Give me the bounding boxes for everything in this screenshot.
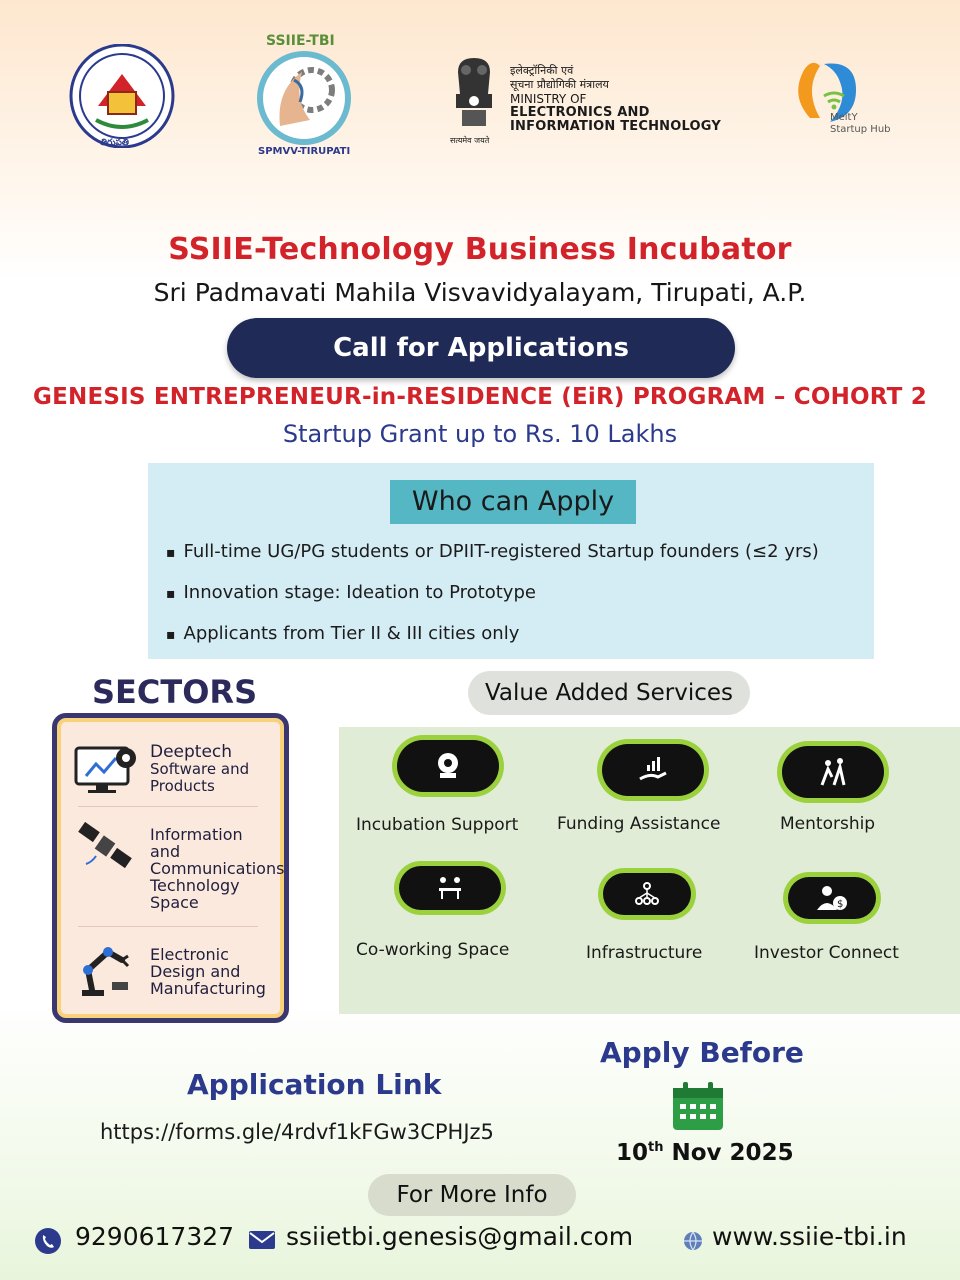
sector-line: and bbox=[150, 842, 181, 861]
sector-line: Information bbox=[150, 825, 243, 844]
apply-before-title: Apply Before bbox=[600, 1036, 804, 1069]
sector-divider bbox=[78, 806, 258, 807]
service-label: Co-working Space bbox=[356, 940, 510, 960]
service-label: Infrastructure bbox=[586, 943, 703, 963]
grant-amount: Startup Grant up to Rs. 10 Lakhs bbox=[282, 420, 678, 448]
emblem-motto: सत्यमेव जयते bbox=[450, 136, 490, 145]
service-label: Investor Connect bbox=[754, 943, 899, 963]
website-link[interactable]: www.ssiie-tbi.in bbox=[712, 1222, 907, 1251]
service-label: Mentorship bbox=[780, 814, 876, 834]
services-title: Value Added Services bbox=[468, 671, 750, 715]
coworking-icon bbox=[399, 866, 501, 910]
infrastructure-icon bbox=[603, 873, 691, 915]
eligibility-item: ▪ Full-time UG/PG students or DPIIT-registered Startup founders (≤2 yrs) bbox=[166, 540, 866, 581]
university-seal-caption: తిరుపతి bbox=[100, 138, 129, 148]
email-icon bbox=[247, 1228, 277, 1252]
ministry-text-block bbox=[510, 64, 721, 134]
robot-arm-icon bbox=[74, 940, 134, 1000]
sector-deeptech bbox=[60, 740, 290, 800]
tbi-logo-name: SSIIE-TBI bbox=[266, 33, 335, 49]
tbi-logo bbox=[254, 50, 354, 146]
ministry-en-line-1: MINISTRY OF bbox=[510, 92, 587, 106]
meity-logo-line-2: Startup Hub bbox=[830, 124, 891, 135]
ministry-en-line-3: INFORMATION TECHNOLOGY bbox=[510, 119, 721, 134]
mentorship-icon bbox=[782, 746, 884, 798]
sector-ict bbox=[60, 822, 290, 918]
sector-line: Technology bbox=[150, 876, 240, 895]
service-label: Funding Assistance bbox=[557, 814, 721, 834]
satellite-icon bbox=[76, 822, 134, 870]
deadline-day: 10 bbox=[616, 1140, 649, 1166]
tbi-logo-location: SPMVV-TIRUPATI bbox=[258, 146, 351, 157]
sector-line: Manufacturing bbox=[150, 979, 266, 998]
sectors-title: SECTORS bbox=[92, 673, 258, 711]
svg-text:$: $ bbox=[837, 899, 844, 910]
monitor-gear-icon bbox=[74, 744, 140, 796]
funding-icon bbox=[602, 744, 704, 796]
sector-line: Electronic bbox=[150, 945, 229, 964]
investor-icon bbox=[788, 877, 876, 919]
sector-line: Products bbox=[150, 777, 215, 795]
application-link-title: Application Link bbox=[187, 1068, 442, 1101]
national-emblem-logo bbox=[448, 54, 500, 134]
sector-line: Deeptech bbox=[150, 742, 233, 762]
phone-link[interactable]: 9290617327 bbox=[75, 1222, 235, 1251]
eligibility-item: ▪ Innovation stage: Ideation to Prototype bbox=[166, 581, 866, 622]
application-link[interactable]: https://forms.gle/4rdvf1kFGw3CPHJz5 bbox=[100, 1120, 494, 1144]
incubator-icon bbox=[397, 740, 499, 792]
service-label: Incubation Support bbox=[356, 815, 519, 835]
call-for-applications-banner: Call for Applications bbox=[227, 318, 735, 378]
sector-line: Space bbox=[150, 893, 199, 912]
deadline-date bbox=[616, 1140, 794, 1166]
eligibility-list bbox=[166, 540, 866, 663]
calendar-icon bbox=[671, 1080, 725, 1132]
deadline-rest: Nov 2025 bbox=[663, 1140, 794, 1166]
sector-line: Design and bbox=[150, 962, 241, 981]
program-title: GENESIS ENTREPRENEUR-in-RESIDENCE (EiR) PROGRAM – COHORT 2 bbox=[33, 384, 927, 410]
sector-divider bbox=[78, 926, 258, 927]
email-link[interactable]: ssiietbi.genesis@gmail.com bbox=[286, 1222, 634, 1251]
sector-line: Software and bbox=[150, 760, 250, 778]
phone-icon bbox=[34, 1227, 62, 1255]
ministry-en-line-2: ELECTRONICS AND bbox=[510, 105, 650, 120]
eligibility-title: Who can Apply bbox=[390, 480, 636, 524]
eligibility-item: ▪ Applicants from Tier II & III cities only bbox=[166, 622, 866, 663]
ministry-hindi-line-1: इलेक्ट्रॉनिकी एवं bbox=[510, 64, 574, 77]
sector-line: Communications bbox=[150, 859, 285, 878]
university-seal-logo bbox=[68, 44, 176, 148]
incubator-title: SSIIE-Technology Business Incubator bbox=[168, 232, 792, 267]
meity-logo-line-1: MeitY bbox=[830, 112, 858, 123]
deadline-day-suffix: th bbox=[648, 1140, 664, 1155]
sector-electronics bbox=[60, 940, 290, 1004]
more-info-title: For More Info bbox=[368, 1174, 576, 1216]
university-subtitle: Sri Padmavati Mahila Visvavidyalayam, Tirupati, A.P. bbox=[153, 278, 807, 307]
ministry-hindi-line-2: सूचना प्रौद्योगिकी मंत्रालय bbox=[510, 78, 609, 91]
globe-icon bbox=[682, 1230, 704, 1252]
